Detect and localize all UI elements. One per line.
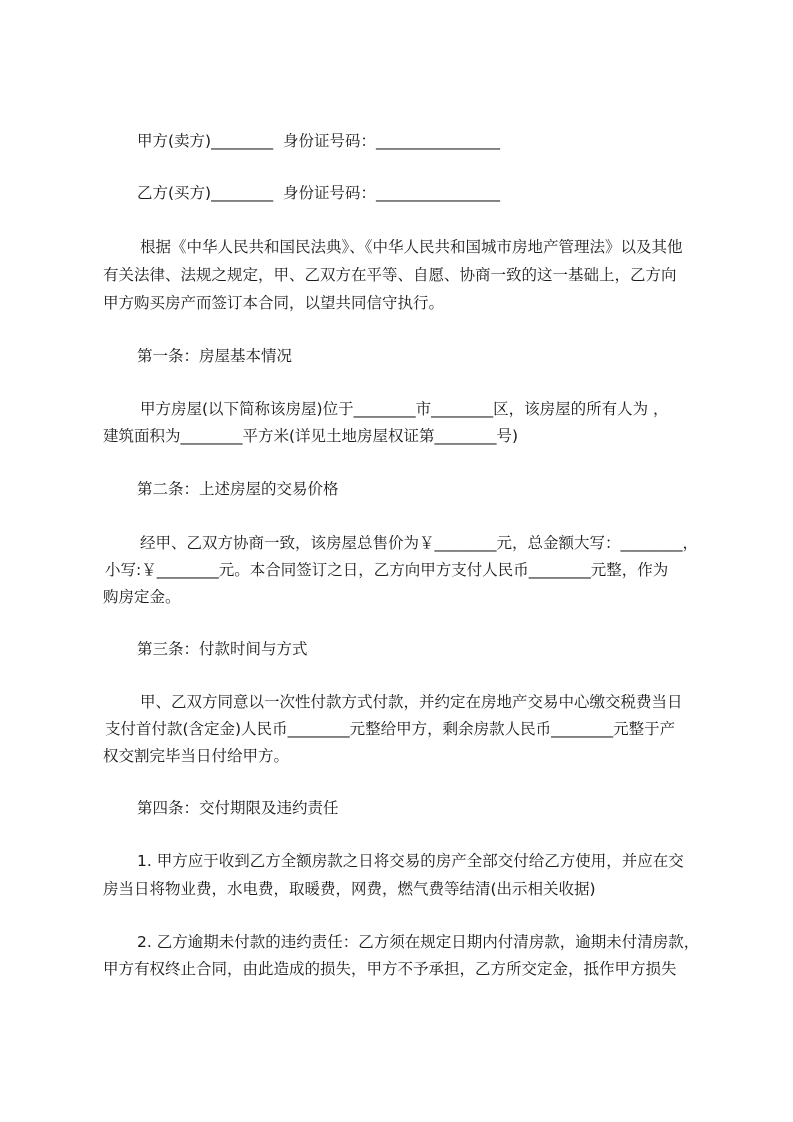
intro-paragraph-line: 根据《中华人民共和国民法典》、《中华人民共和国城市房地产管理法》以及其他 <box>140 238 683 256</box>
article-3-line: 权交割完毕当日付给甲方。 <box>103 747 290 765</box>
intro-paragraph-line: 有关法律、法规之规定，甲、乙双方在平等、自愿、协商一致的这一基础上，乙方向 <box>103 266 677 284</box>
article-2-line: 小写:￥________元。本合同签订之日，乙方向甲方支付人民币________元整，作为 <box>105 561 669 579</box>
article-1-line: 建筑面积为________平方米(详见土地房屋权证第________号) <box>103 427 519 445</box>
article-4-item-line: 甲方有权终止合同，由此造成的损失，甲方不予承担，乙方所交定金，抵作甲方损失 <box>103 960 677 978</box>
article-4-item-line: 2. 乙方逾期未付款的违约责任：乙方须在规定日期内付清房款，逾期未付清房款， <box>137 933 700 951</box>
article-3-heading: 第三条：付款时间与方式 <box>137 640 308 658</box>
party-b-line: 乙方(买方)________ 身份证号码：________________ <box>137 184 500 202</box>
party-a-line: 甲方(卖方)________ 身份证号码：________________ <box>137 132 500 150</box>
article-3-line: 支付首付款(含定金)人民币________元整给甲方，剩余房款人民币________元整于产 <box>105 720 676 738</box>
article-2-heading: 第二条：上述房屋的交易价格 <box>137 480 339 498</box>
article-4-heading: 第四条：交付期限及违约责任 <box>137 799 339 817</box>
article-3-line: 甲、乙双方同意以一次性付款方式付款，并约定在房地产交易中心缴交税费当日 <box>140 693 683 711</box>
article-4-item-line: 1. 甲方应于收到乙方全额房款之日将交易的房产全部交付给乙方使用，并应在交 <box>137 852 684 870</box>
article-2-line: 经甲、乙双方协商一致，该房屋总售价为￥________元，总金额大写：________， <box>140 534 699 552</box>
intro-paragraph-line: 甲方购买房产而签订本合同，以望共同信守执行。 <box>103 294 445 312</box>
article-2-line: 购房定金。 <box>103 588 181 606</box>
article-1-line: 甲方房屋(以下简称该房屋)位于________市________区，该房屋的所有人为 ， <box>140 400 669 418</box>
article-4-item-line: 房当日将物业费，水电费，取暖费，网费，燃气费等结清(出示相关收据) <box>103 880 596 898</box>
article-1-heading: 第一条：房屋基本情况 <box>137 347 293 365</box>
